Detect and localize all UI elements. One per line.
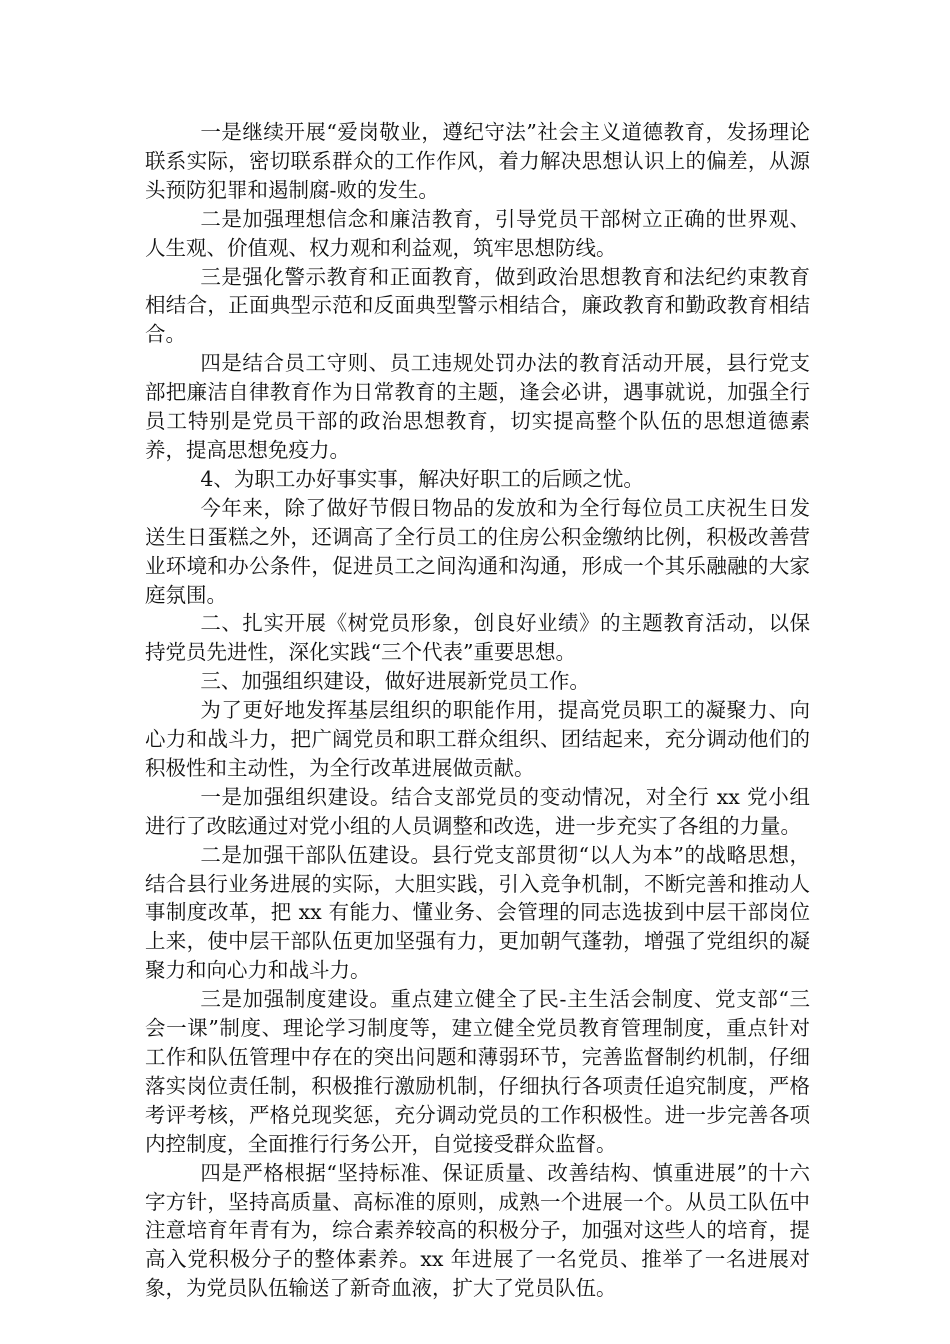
paragraph-3: 三是强化警示教育和正面教育，做到政治思想教育和法纪约束教育相结合，正面典型示范和反面典型警示相结合，廉政教育和勤政教育相结合。 [145, 264, 810, 347]
paragraph-7: 二、扎实开展《树党员形象，创良好业绩》的主题教育活动，以保持党员先进性，深化实践“三个代表”重要思想。 [145, 611, 810, 665]
paragraph-9: 为了更好地发挥基层组织的职能作用，提高党员职工的凝聚力、向心力和战斗力，把广阔党员和职工群众组织、团结起来，充分调动他们的积极性和主动性，为全行改革进展做贡献。 [145, 698, 810, 780]
paragraph-6: 今年来，除了做好节假日物品的发放和为全行每位员工庆祝生日发送生日蛋糕之外，还调高了全行员工的住房公积金缴纳比例，积极改善营业环境和办公条件，促进员工之间沟通和沟通，形成一个其乐融融的大家庭氛围。 [145, 495, 810, 607]
paragraph-5: 4、为职工办好事实事，解决好职工的后顾之忧。 [200, 466, 644, 491]
paragraph-1: 一是继续开展“爱岗敬业，遵纪守法”社会主义道德教育，发扬理论联系实际，密切联系群众的工作作风，着力解决思想认识上的偏差，从源头预防犯罪和遏制腐-败的发生。 [145, 120, 810, 202]
paragraph-12: 三是加强制度建设。重点建立健全了民-主生活会制度、党支部“三会一课”制度、理论学习制度等，建立健全党员教育管理制度，重点针对工作和队伍管理中存在的突出问题和薄弱环节，完善监督制约机制，仔细落实岗位责任制，积极推行激励机制，仔细执行各项责任追究制度，严格考评考核，严格兑现奖惩，充分调动党员的工作积极性。进一步完善各项内控制度，全面推行行务公开，自觉接受群众监督。 [145, 987, 810, 1156]
paragraph-11: 二是加强干部队伍建设。县行党支部贯彻“以人为本”的战略思想，结合县行业务进展的实际，大胆实践，引入竞争机制，不断完善和推动人事制度改革，把 xx 有能力、懂业务、会管理的同志选拔到中层干部岗位上来，使中层干部队伍更加坚强有力，更加朝气蓬勃，增强了党组织的凝聚力和向心力和战斗力。 [145, 842, 810, 983]
document-body [145, 118, 810, 1303]
paragraph-4: 四是结合员工守则、员工违规处罚办法的教育活动开展，县行党支部把廉洁自律教育作为日常教育的主题，逢会必讲，遇事就说，加强全行员工特别是党员干部的政治思想教育，切实提高整个队伍的思想道德素养，提高思想免疫力。 [145, 351, 810, 462]
paragraph-10: 一是加强组织建设。结合支部党员的变动情况，对全行 xx 党小组进行了改眩通过对党小组的人员调整和改选，进一步充实了各组的力量。 [145, 784, 810, 838]
paragraph-2: 二是加强理想信念和廉洁教育，引导党员干部树立正确的世界观、人生观、价值观、权力观和利益观，筑牢思想防线。 [145, 206, 810, 260]
paragraph-8: 三、加强组织建设，做好进展新党员工作。 [200, 669, 590, 694]
paragraph-13: 四是严格根据“坚持标准、保证质量、改善结构、慎重进展”的十六字方针，坚持高质量、高标准的原则，成熟一个进展一个。从员工队伍中注意培育年青有为，综合素养较高的积极分子，加强对这些人的培育，提高入党积极分子的整体素养。xx 年进展了一名党员、推举了一名进展对象，为党员队伍输送了新奇血液，扩大了党员队伍。 [145, 1160, 810, 1301]
